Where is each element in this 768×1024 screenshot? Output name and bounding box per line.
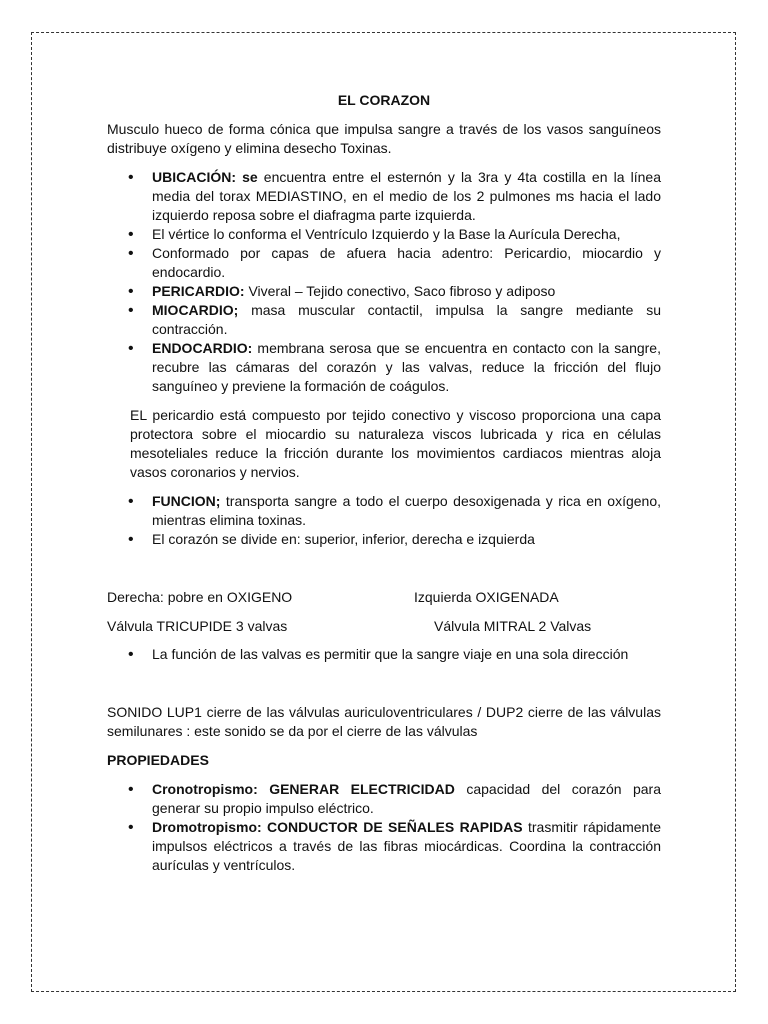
list-item-term: FUNCION; bbox=[152, 493, 221, 509]
sonido-paragraph: SONIDO LUP1 cierre de las válvulas auriculoventriculares / DUP2 cierre de las válvulas semilunares : este sonido se da por el cierre de las válvulas bbox=[107, 704, 661, 739]
valvas-list bbox=[107, 645, 661, 664]
intro-paragraph: Musculo hueco de forma cónica que impulsa sangre a través de los vasos sanguíneos distribuye oxígeno y elimina desecho Toxinas. bbox=[107, 121, 661, 156]
derecha-text: Derecha: pobre en OXIGENO bbox=[107, 589, 293, 605]
tricuspide-text: Válvula TRICUPIDE 3 valvas bbox=[107, 618, 288, 634]
list-item-term: ENDOCARDIO: bbox=[152, 340, 253, 356]
list-item-text: El corazón se divide en: superior, inferior, derecha e izquierda bbox=[152, 531, 535, 547]
oxygen-row bbox=[107, 588, 661, 607]
list-item-text: capacidad del corazón para generar su propio impulso eléctrico. bbox=[152, 781, 661, 816]
mitral-text: Válvula MITRAL 2 Valvas bbox=[434, 618, 592, 634]
document-title: EL CORAZON bbox=[337, 92, 431, 108]
list-item bbox=[152, 225, 661, 244]
list-item-term: Cronotropismo: GENERAR ELECTRICIDAD bbox=[152, 781, 455, 797]
izquierda-text: Izquierda OXIGENADA bbox=[414, 589, 559, 605]
pericardio-paragraph: EL pericardio está compuesto por tejido conectivo y viscoso proporciona una capa protectora sobre el miocardio su naturaleza viscos lubricada y rica en células mesoteliales reduce la fricción durante los movimientos cardiacos mientras aloja vasos coronarios y nervios. bbox=[130, 407, 661, 480]
list-item-text: trasmitir rápidamente impulsos eléctricos a través de las fibras miocárdicas. Coordina la contracción aurículas y ventrículos. bbox=[152, 819, 661, 873]
list-item bbox=[152, 339, 661, 396]
list-item-term: Dromotropismo: CONDUCTOR DE SEÑALES RAPIDAS bbox=[152, 819, 523, 835]
function-list bbox=[107, 492, 661, 549]
list-item bbox=[152, 168, 661, 225]
list-item-text: membrana serosa que se encuentra en contacto con la sangre, recubre las cámaras del corazón y las valvas, reduce la fricción del flujo sanguíneo y previene la formación de coágulos. bbox=[152, 340, 661, 394]
list-item-term: PERICARDIO: bbox=[152, 283, 245, 299]
propiedades-list bbox=[107, 780, 661, 875]
list-item-text: masa muscular contactil, impulsa la sangre mediante su contracción. bbox=[152, 302, 661, 337]
list-item bbox=[152, 244, 661, 282]
list-item-term: UBICACIÓN: se bbox=[152, 169, 258, 185]
list-item bbox=[152, 818, 661, 875]
list-item bbox=[152, 645, 661, 664]
list-item bbox=[152, 780, 661, 818]
list-item-text: encuentra entre el esternón y la 3ra y 4ta costilla en la línea media del torax MEDIASTINO, en el medio de los 2 pulmones ms hacia el lado izquierdo reposa sobre el diafragma parte izquierda. bbox=[152, 169, 661, 223]
propiedades-heading: PROPIEDADES bbox=[107, 752, 209, 768]
list-item-term: MIOCARDIO; bbox=[152, 302, 239, 318]
list-item bbox=[152, 282, 661, 301]
list-item-text: El vértice lo conforma el Ventrículo Izquierdo y la Base la Aurícula Derecha, bbox=[152, 226, 621, 242]
list-item-text: Viveral – Tejido conectivo, Saco fibroso y adiposo bbox=[244, 283, 556, 299]
list-item bbox=[152, 530, 661, 549]
anatomy-list bbox=[107, 168, 661, 396]
list-item bbox=[152, 301, 661, 339]
document-body bbox=[107, 91, 661, 875]
list-item-text: La función de las valvas es permitir que la sangre viaje en una sola dirección bbox=[152, 646, 629, 662]
list-item-text: Conformado por capas de afuera hacia adentro: Pericardio, miocardio y endocardio. bbox=[152, 245, 661, 280]
valve-row bbox=[107, 617, 661, 636]
list-item-text: transporta sangre a todo el cuerpo desoxigenada y rica en oxígeno, mientras elimina toxinas. bbox=[152, 493, 661, 528]
list-item bbox=[152, 492, 661, 530]
